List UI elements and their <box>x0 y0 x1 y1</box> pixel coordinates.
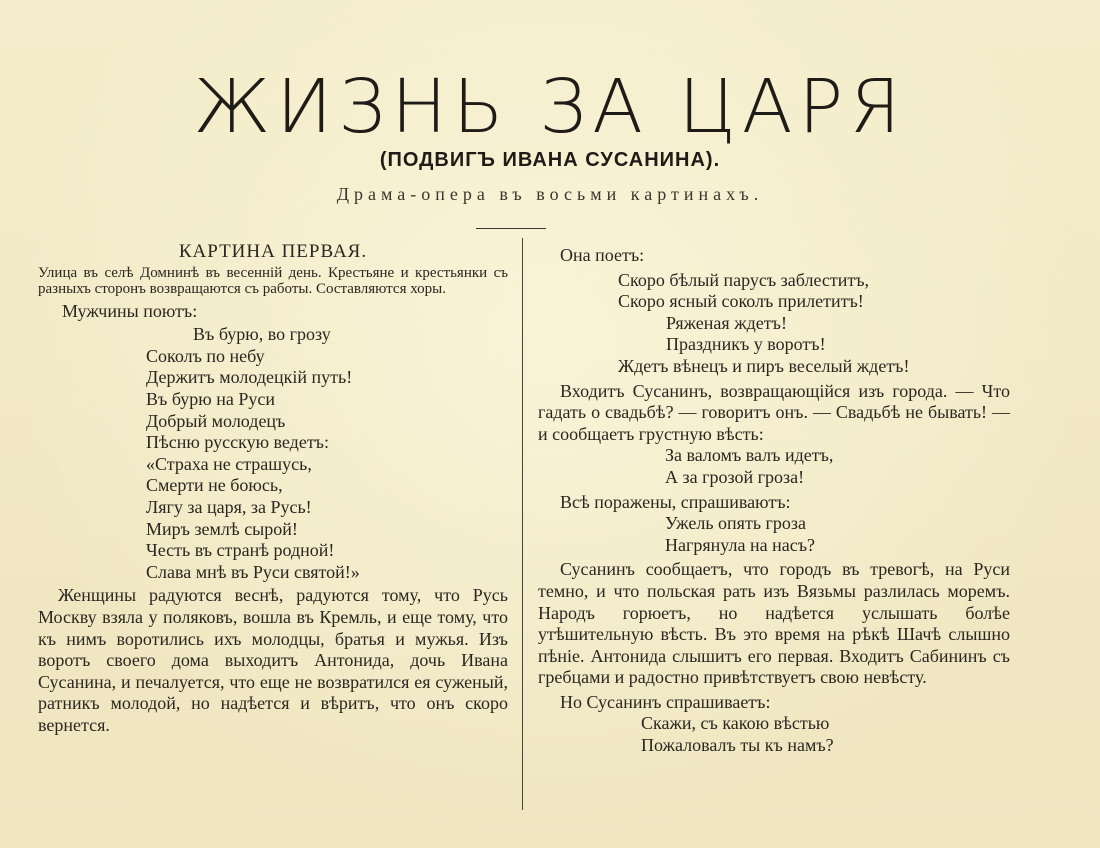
prose-paragraph: Входитъ Сусанинъ, возвращающійся изъ города. — Что гадать о свадьбѣ? — говоритъ онъ. — Свадьбѣ не бывать! — и сообщаетъ грустную вѣсть: <box>538 380 1010 444</box>
left-column <box>38 241 508 736</box>
song-line: Скоро бѣлый парусъ заблеститъ, <box>618 269 870 290</box>
verse-line: Лягу за царя, за Русь! <box>146 496 312 517</box>
but-asks-label: Но Сусанинъ спрашиваетъ: <box>560 691 771 712</box>
page-subtitle: (ПОДВИГЪ ИВАНА СУСАНИНА). <box>379 149 721 171</box>
all-amazed-label: Всѣ поражены, спрашиваютъ: <box>560 491 791 512</box>
verse-line: Держитъ молодецкій путь! <box>146 367 353 388</box>
song-line: Ждетъ вѣнецъ и пиръ веселый ждетъ! <box>618 355 910 376</box>
page-title: ЖИЗНЬ ЗА ЦАРЯ <box>193 64 907 150</box>
verse-line: Ужель опять гроза <box>665 513 807 534</box>
verse-line: Слава мнѣ въ Руси святой!» <box>146 561 360 582</box>
verse-line: Пожаловалъ ты къ намъ? <box>641 735 834 756</box>
she-sings-label: Она поетъ: <box>560 245 645 265</box>
verse-line: Въ бурю на Руси <box>146 388 275 409</box>
verse-line: Скажи, съ какою вѣстью <box>641 713 830 734</box>
verse-line: «Страха не страшусь, <box>146 453 312 474</box>
verse-line: Пѣсню русскую ведетъ: <box>146 432 329 453</box>
song-line: Скоро ясный соколъ прилетитъ! <box>618 291 864 312</box>
verse-line: Честь въ странѣ родной! <box>146 540 335 561</box>
scene-title: КАРТИНА ПЕРВАЯ. <box>178 241 368 262</box>
verse-line: А за грозой гроза! <box>665 466 805 487</box>
column-divider <box>522 238 523 810</box>
prose-paragraph: Женщины радуются веснѣ, радуются тому, что Русь Москву взяла у поляковъ, вошла въ Кремль, и еще тому, что къ нимъ воротились ихъ молодцы, братья и мужья. Изъ воротъ своего дома выходитъ Антонида, дочь Ивана Сусанина, и печалуется, что еще не возвратился ея суженый, ратникъ молодой, но надѣется и вѣритъ, что онъ скоро вернется. <box>38 585 508 735</box>
verse-line: Нагрянула на насъ? <box>665 534 815 555</box>
verse-line: Смерти не боюсь, <box>146 475 283 496</box>
song-line: Праздникъ у воротъ! <box>666 334 826 355</box>
title-rule <box>476 228 546 229</box>
verse-line: Соколъ по небу <box>146 345 265 366</box>
genre-line: Драма-опера въ восьми картинахъ. <box>336 184 764 204</box>
verse-line: Въ бурю, во грозу <box>193 324 331 345</box>
verse-line: За валомъ валъ идетъ, <box>665 445 834 466</box>
right-column <box>538 245 1010 757</box>
song-line: Ряженая ждетъ! <box>666 312 787 333</box>
prose-paragraph: Сусанинъ сообщаетъ, что городъ въ тревогѣ, на Руси темно, и что польская рать изъ Вязьмы разлилась моремъ. Народъ горюетъ, но надѣется услышать болѣе утѣшительную вѣсть. Въ это время на рѣкѣ Шачѣ слышно пѣніе. Антонида слышитъ его первая. Входитъ Сабининъ съ гребцами и радостно привѣтствуетъ свою невѣсту. <box>538 559 1010 688</box>
stage-direction: Улица въ селѣ Домнинѣ въ весенній день. Крестьяне и крестьянки съ разныхъ сторонъ возвращаются съ работы. Составляются хоры. <box>38 264 508 298</box>
men-sing-label: Мужчины поютъ: <box>62 300 198 321</box>
verse-line: Миръ землѣ сырой! <box>146 518 298 539</box>
verse-line: Добрый молодецъ <box>146 410 286 431</box>
